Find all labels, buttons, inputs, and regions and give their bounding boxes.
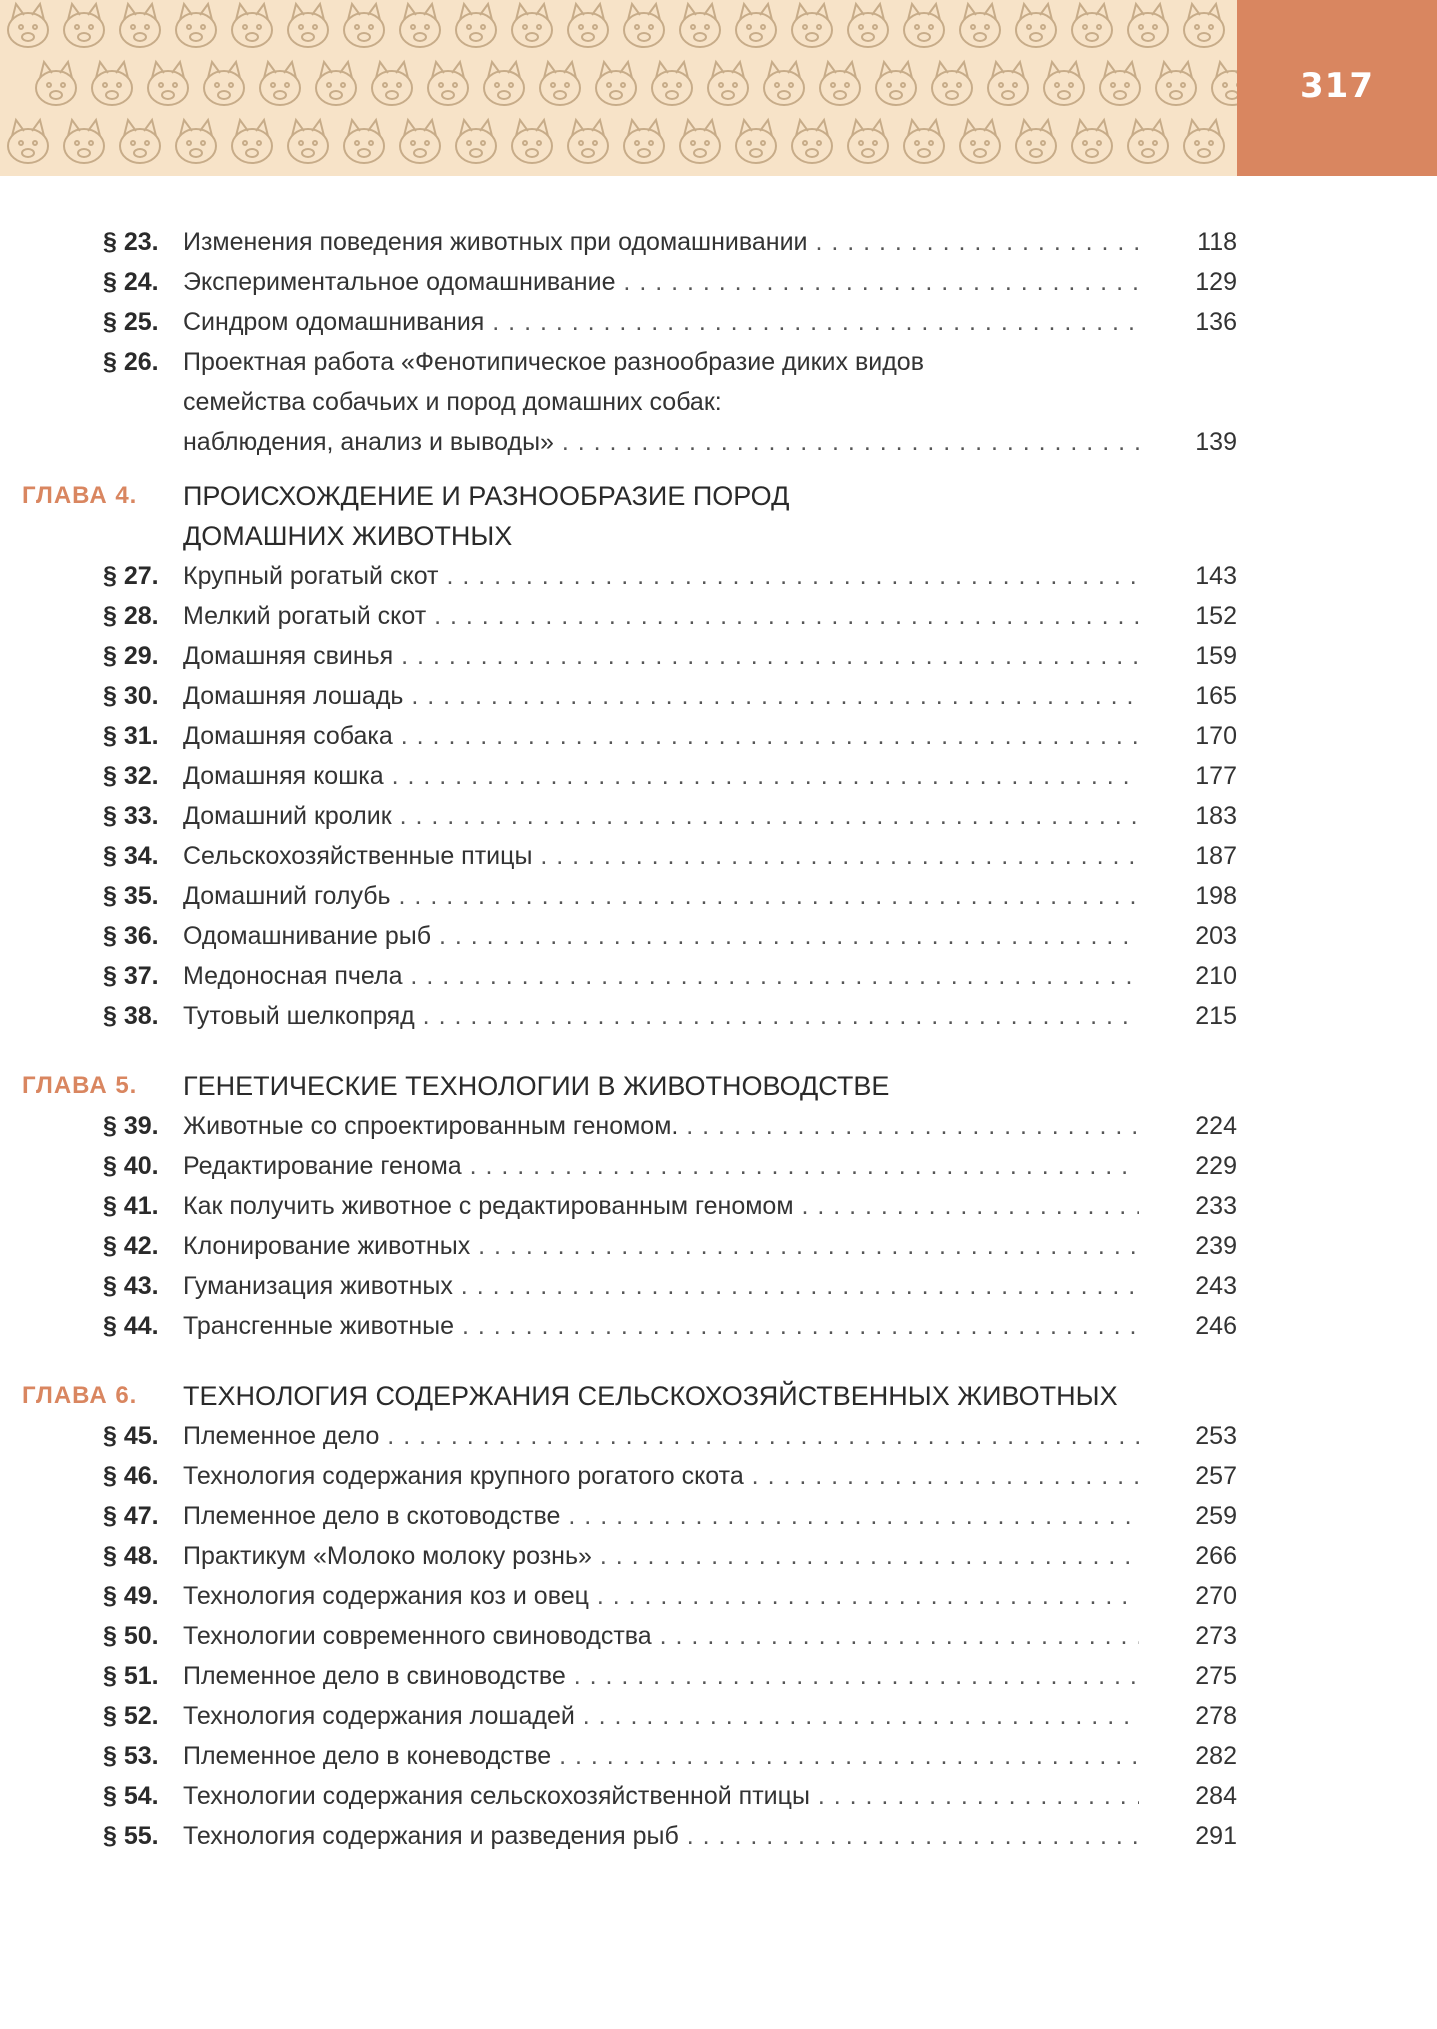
chapter-heading-4: [0, 476, 1437, 556]
section-number: § 28.: [103, 602, 159, 630]
section-number: § 29.: [103, 642, 159, 670]
toc-entry[interactable]: [0, 1226, 1437, 1266]
chapter-label: ГЛАВА 6.: [22, 1382, 138, 1409]
toc-section-chapter-4: [0, 556, 1437, 1036]
animal-doodle-pattern: [0, 0, 1237, 176]
section-title: Племенное дело в свиноводстве . . .: [183, 1656, 1139, 1696]
section-number: § 54.: [103, 1782, 159, 1810]
page-ref: 143: [1195, 562, 1237, 590]
page-ref: 118: [1197, 228, 1237, 256]
page-ref: 291: [1195, 1822, 1237, 1850]
toc-entry[interactable]: [0, 1456, 1437, 1496]
page-ref: 266: [1195, 1542, 1237, 1570]
section-number: § 37.: [103, 962, 159, 990]
section-title: Животные со спроектированным геномом. . . .: [183, 1106, 1139, 1146]
section-title: Технологии содержания сельскохозяйственной птицы . . .: [183, 1776, 1139, 1816]
section-number: § 35.: [103, 882, 159, 910]
toc-entry[interactable]: [0, 1576, 1437, 1616]
page-ref: 183: [1195, 802, 1237, 830]
page-ref: 203: [1195, 922, 1237, 950]
section-title: Домашняя кошка . . .: [183, 756, 1139, 796]
section-title: Сельскохозяйственные птицы . . .: [183, 836, 1139, 876]
section-number: § 23.: [103, 228, 159, 256]
section-title: Племенное дело в скотоводстве . . .: [183, 1496, 1139, 1536]
toc-entry[interactable]: [0, 1696, 1437, 1736]
toc-entry[interactable]: [0, 302, 1437, 342]
section-title: Изменения поведения животных при одомашнивании . . .: [183, 222, 1139, 262]
spacer: [0, 462, 1437, 476]
page-number: 317: [1237, 0, 1437, 176]
chapter-label: ГЛАВА 4.: [22, 482, 138, 509]
header-banner: [0, 0, 1437, 176]
chapter-title-line: ДОМАШНИХ ЖИВОТНЫХ: [183, 521, 513, 551]
section-number: § 24.: [103, 268, 159, 296]
section-number: § 27.: [103, 562, 159, 590]
page-ref: 282: [1195, 1742, 1237, 1770]
section-number: § 25.: [103, 308, 159, 336]
chapter-label: ГЛАВА 5.: [22, 1072, 138, 1099]
section-number: § 33.: [103, 802, 159, 830]
chapter-title-line: ПРОИСХОЖДЕНИЕ И РАЗНООБРАЗИЕ ПОРОД: [183, 481, 790, 511]
toc-entry[interactable]: [0, 342, 1437, 382]
section-title: Племенное дело в коневодстве . . .: [183, 1736, 1139, 1776]
page-ref: 233: [1195, 1192, 1237, 1220]
toc-entry[interactable]: [0, 1106, 1437, 1146]
page-ref: 270: [1195, 1582, 1237, 1610]
section-title: Технология содержания и разведения рыб . . .: [183, 1816, 1139, 1856]
page-ref: 159: [1195, 642, 1237, 670]
section-title: Технология содержания крупного рогатого скота . . .: [183, 1456, 1139, 1496]
toc-section-top: [0, 222, 1437, 462]
toc-entry[interactable]: [0, 1536, 1437, 1576]
page-ref: 246: [1195, 1312, 1237, 1340]
section-title: Клонирование животных . . .: [183, 1226, 1139, 1266]
section-number: § 48.: [103, 1542, 159, 1570]
section-title: Крупный рогатый скот . . .: [183, 556, 1139, 596]
page-ref: 152: [1195, 602, 1237, 630]
chapter-heading-6: [0, 1376, 1437, 1416]
section-number: § 52.: [103, 1702, 159, 1730]
section-number: § 26.: [103, 348, 159, 376]
page-ref: 129: [1195, 268, 1237, 296]
toc-entry[interactable]: [0, 956, 1437, 996]
spacer: [0, 1036, 1437, 1066]
section-title: Синдром одомашнивания . . .: [183, 302, 1139, 342]
toc-entry[interactable]: [0, 636, 1437, 676]
section-number: § 36.: [103, 922, 159, 950]
page-ref: 210: [1195, 962, 1237, 990]
toc-entry[interactable]: [0, 1146, 1437, 1186]
section-number: § 43.: [103, 1272, 159, 1300]
page-ref: 187: [1195, 842, 1237, 870]
section-title: Как получить животное с редактированным геномом . . .: [183, 1186, 1139, 1226]
toc-entry[interactable]: [0, 1306, 1437, 1346]
page-ref: 177: [1195, 762, 1237, 790]
chapter-title: ГЕНЕТИЧЕСКИЕ ТЕХНОЛОГИИ В ЖИВОТНОВОДСТВЕ: [183, 1071, 890, 1101]
section-title: Практикум «Молоко молоку рознь» . . .: [183, 1536, 1139, 1576]
toc-entry[interactable]: [0, 596, 1437, 636]
page-ref: 165: [1195, 682, 1237, 710]
page-ref: 284: [1195, 1782, 1237, 1810]
section-number: § 30.: [103, 682, 159, 710]
section-title: Проектная работа «Фенотипическое разнообразие диких видов: [183, 348, 924, 376]
section-number: § 34.: [103, 842, 159, 870]
toc-entry[interactable]: [0, 1416, 1437, 1456]
spacer: [0, 1346, 1437, 1376]
toc-entry[interactable]: [0, 1616, 1437, 1656]
toc-section-chapter-5: [0, 1106, 1437, 1346]
toc-entry[interactable]: [0, 382, 1437, 422]
toc-entry[interactable]: [0, 916, 1437, 956]
section-title: Домашняя лошадь . . .: [183, 676, 1139, 716]
section-number: § 55.: [103, 1822, 159, 1850]
section-title: Технологии современного свиноводства . . .: [183, 1616, 1139, 1656]
section-number: § 32.: [103, 762, 159, 790]
toc-entry[interactable]: [0, 1496, 1437, 1536]
toc-entry[interactable]: [0, 796, 1437, 836]
page-ref: 275: [1195, 1662, 1237, 1690]
section-title: Домашний голубь . . .: [183, 876, 1139, 916]
page-ref: 215: [1195, 1002, 1237, 1030]
section-title: Домашняя собака . . .: [183, 716, 1139, 756]
section-title: Домашняя свинья . . .: [183, 636, 1139, 676]
section-number: § 49.: [103, 1582, 159, 1610]
section-number: § 44.: [103, 1312, 159, 1340]
page-ref: 139: [1195, 428, 1237, 456]
page-ref: 170: [1195, 722, 1237, 750]
toc-entry[interactable]: [0, 716, 1437, 756]
section-title: Медоносная пчела . . .: [183, 956, 1139, 996]
page-ref: 224: [1195, 1112, 1237, 1140]
section-title: Домашний кролик . . .: [183, 796, 1139, 836]
toc-entry[interactable]: [0, 876, 1437, 916]
toc-entry[interactable]: [0, 676, 1437, 716]
toc-entry[interactable]: [0, 1186, 1437, 1226]
section-number: § 42.: [103, 1232, 159, 1260]
section-number: § 31.: [103, 722, 159, 750]
toc-entry[interactable]: [0, 262, 1437, 302]
page-ref: 136: [1195, 308, 1237, 336]
section-number: § 45.: [103, 1422, 159, 1450]
page-ref: 273: [1195, 1622, 1237, 1650]
section-number: § 41.: [103, 1192, 159, 1220]
section-title: Трансгенные животные . . .: [183, 1306, 1139, 1346]
toc-entry[interactable]: [0, 756, 1437, 796]
toc-entry[interactable]: [0, 1736, 1437, 1776]
toc-entry[interactable]: [0, 1656, 1437, 1696]
page-ref: 259: [1195, 1502, 1237, 1530]
section-title: Технология содержания коз и овец . . .: [183, 1576, 1139, 1616]
section-number: § 38.: [103, 1002, 159, 1030]
section-title: Мелкий рогатый скот . . .: [183, 596, 1139, 636]
section-title: Племенное дело . . .: [183, 1416, 1139, 1456]
toc-entry[interactable]: [0, 1776, 1437, 1816]
page-ref: 243: [1195, 1272, 1237, 1300]
section-number: § 53.: [103, 1742, 159, 1770]
section-title: наблюдения, анализ и выводы» . . .: [183, 422, 1139, 462]
section-number: § 47.: [103, 1502, 159, 1530]
section-title: семейства собачьих и пород домашних собак:: [183, 388, 722, 416]
page-ref: 257: [1195, 1462, 1237, 1490]
toc-entry[interactable]: [0, 836, 1437, 876]
section-title: Технология содержания лошадей . . .: [183, 1696, 1139, 1736]
section-number: § 50.: [103, 1622, 159, 1650]
section-title: Одомашнивание рыб . . .: [183, 916, 1139, 956]
toc-entry[interactable]: [0, 1266, 1437, 1306]
page-ref: 229: [1195, 1152, 1237, 1180]
toc-entry[interactable]: [0, 1816, 1437, 1856]
section-title: Редактирование генома . . .: [183, 1146, 1139, 1186]
toc-entry[interactable]: [0, 556, 1437, 596]
toc-entry[interactable]: [0, 222, 1437, 262]
section-title: Экспериментальное одомашнивание . . .: [183, 262, 1139, 302]
chapter-heading-5: [0, 1066, 1437, 1106]
section-number: § 46.: [103, 1462, 159, 1490]
page-ref: 239: [1195, 1232, 1237, 1260]
page-ref: 198: [1195, 882, 1237, 910]
section-number: § 51.: [103, 1662, 159, 1690]
toc-section-chapter-6: [0, 1416, 1437, 1856]
section-number: § 39.: [103, 1112, 159, 1140]
section-number: § 40.: [103, 1152, 159, 1180]
page-ref: 253: [1195, 1422, 1237, 1450]
section-title: Гуманизация животных . . .: [183, 1266, 1139, 1306]
section-title: Тутовый шелкопряд . . .: [183, 996, 1139, 1036]
table-of-contents: [0, 222, 1437, 1856]
toc-entry[interactable]: [0, 996, 1437, 1036]
toc-entry[interactable]: [0, 422, 1437, 462]
page-ref: 278: [1195, 1702, 1237, 1730]
chapter-title: ТЕХНОЛОГИЯ СОДЕРЖАНИЯ СЕЛЬСКОХОЗЯЙСТВЕННЫХ ЖИВОТНЫХ: [183, 1381, 1118, 1411]
